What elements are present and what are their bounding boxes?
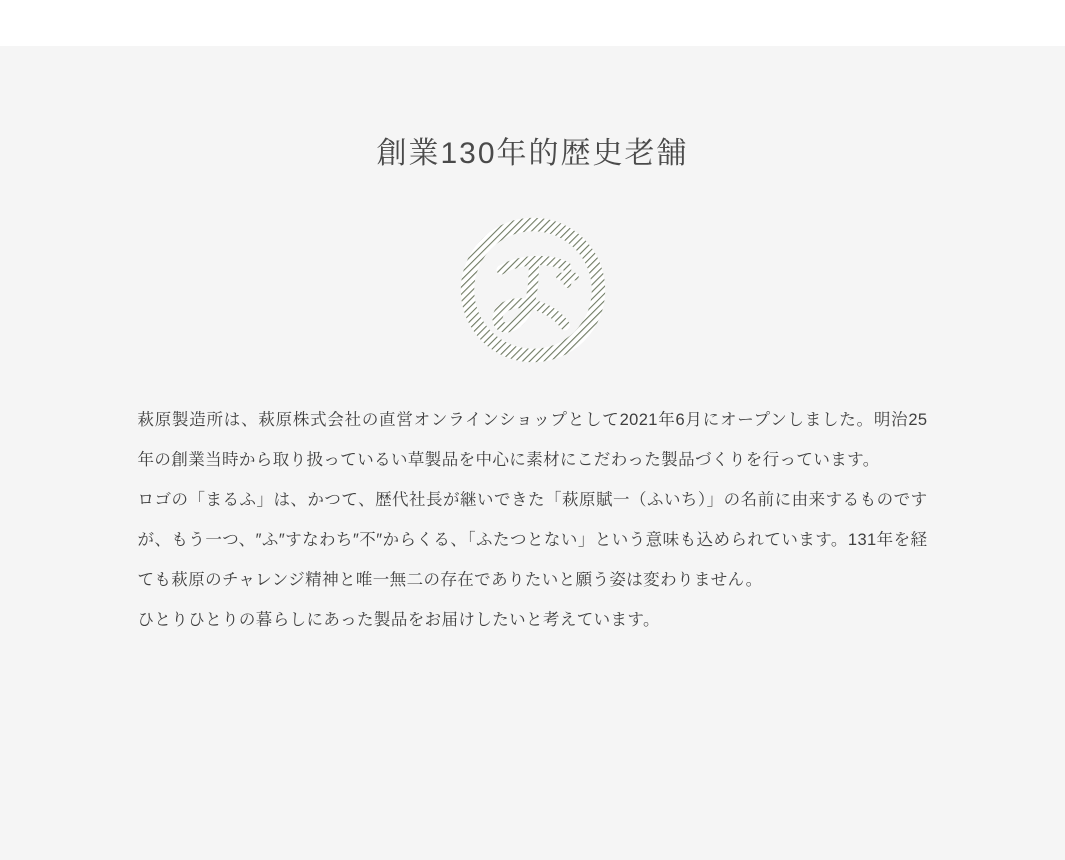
about-section	[0, 46, 1065, 860]
about-paragraph-3: ひとりひとりの暮らしにあった製品をお届けしたいと考えています。	[137, 611, 660, 629]
about-paragraph-1: 萩原製造所は、萩原株式会社の直営オンラインショップとして2021年6月にオープンしました。明治25年の創業当時から取り扱っているい草製品を中心に素材にこだわった製品づくりを行っています。	[137, 411, 928, 469]
about-paragraph-2: ロゴの「まるふ」は、かつて、歴代社長が継いできた「萩原賦一（ふいち）」の名前に由来するものですが、もう一つ、″ふ″すなわち″不″からくる、「ふたつとない」という意味も込められています。131年を経ても萩原のチャレンジ精神と唯一無二の存在でありたいと願う姿は変わりません。	[137, 491, 928, 589]
marufu-logo-icon	[449, 206, 617, 374]
logo-container	[0, 206, 1065, 374]
page-title: 創業130年的歴史老舗	[376, 137, 689, 170]
about-body	[138, 374, 928, 640]
top-white-band	[0, 0, 1065, 46]
